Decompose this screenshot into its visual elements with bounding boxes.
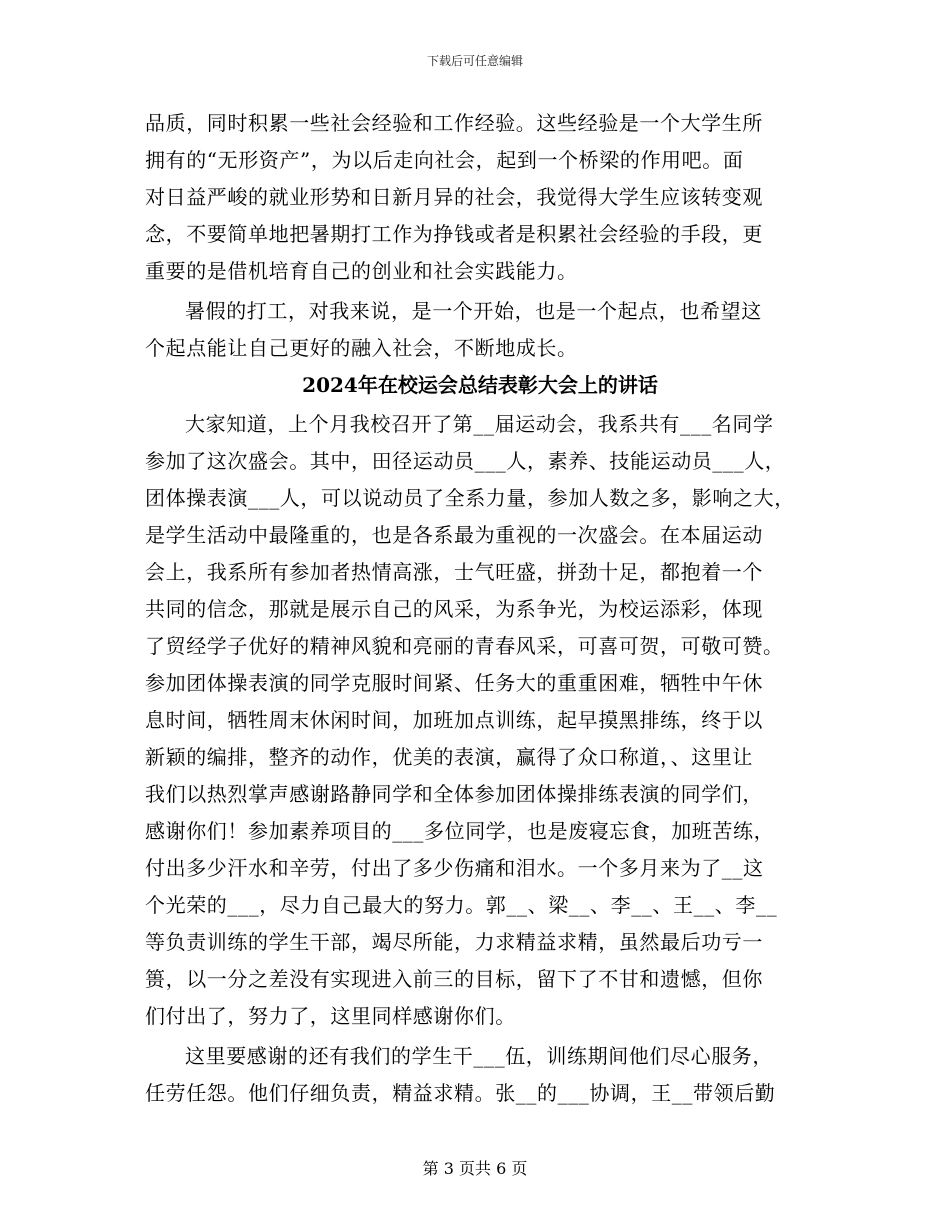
text-line: 个起点能让自己更好的融入社会，不断地成长。 <box>145 336 578 360</box>
text-line: 篑，以一分之差没有实现进入前三的目标，留下了不甘和遗憾，但你 <box>145 967 763 991</box>
page-number: 第 3 页共 6 页 <box>422 1159 528 1178</box>
text-line: 品质，同时积累一些社会经验和工作经验。这些经验是一个大学生所 <box>145 111 763 135</box>
text-line: 息时间，牺牲周末休闲时间，加班加点训练，起早摸黑排练，终于以 <box>145 708 763 732</box>
text-line: 新颖的编排，整齐的动作，优美的表演，赢得了众口称道，、这里让 <box>145 745 753 769</box>
text-line: 念，不要简单地把暑期打工作为挣钱或者是积累社会经验的手段，更 <box>145 222 763 246</box>
text-line: 个光荣的___，尽力自己最大的努力。郭__、梁__、李__、王__、李__ <box>145 893 778 917</box>
text-line: 是学生活动中最隆重的，也是各系最为重视的一次盛会。在本届运动 <box>145 523 763 547</box>
text-line: 重要的是借机培育自己的创业和社会实践能力。 <box>145 259 578 283</box>
text-line: 等负责训练的学生干部，竭尽所能，力求精益求精，虽然最后功亏一 <box>145 930 763 954</box>
text-line: 参加了这次盛会。其中，田径运动员___人，素养、技能运动员___人， <box>145 449 786 473</box>
text-line: 拥有的“无形资产”，为以后走向社会，起到一个桥梁的作用吧。面 <box>145 148 744 172</box>
text-line: 对日益严峻的就业形势和日新月异的社会，我觉得大学生应该转变观 <box>145 185 763 209</box>
section-title: 2024年在校运会总结表彰大会上的讲话 <box>302 373 658 397</box>
text-line: 共同的信念，那就是展示自己的风采，为系争光，为校运添彩，体现 <box>145 597 763 621</box>
text-line: 暑假的打工，对我来说，是一个开始，也是一个起点，也希望这 <box>185 299 762 323</box>
text-line: 大家知道，上个月我校召开了第__届运动会，我系共有___名同学 <box>185 412 774 436</box>
text-line: 感谢你们！参加素养项目的___多位同学，也是废寝忘食，加班苦练， <box>145 819 775 843</box>
text-line: 会上，我系所有参加者热情高涨，士气旺盛，拼劲十足，都抱着一个 <box>145 560 763 584</box>
text-line: 了贸经学子优好的精神风貌和亮丽的青春风采，可喜可贺，可敬可赞。 <box>145 634 784 658</box>
text-line: 团体操表演___人，可以说动员了全系力量，参加人数之多，影响之大， <box>145 486 795 510</box>
text-line: 付出多少汗水和辛劳，付出了多少伤痛和泪水。一个多月来为了__这 <box>145 856 764 880</box>
text-line: 参加团体操表演的同学克服时间紧、任务大的重重困难，牺牲中午休 <box>145 671 763 695</box>
text-line: 们付出了，努力了，这里同样感谢你们。 <box>145 1004 516 1028</box>
text-line: 这里要感谢的还有我们的学生干___伍，训练期间他们尽心服务， <box>185 1044 773 1068</box>
text-line: 我们以热烈掌声感谢路静同学和全体参加团体操排练表演的同学们， <box>145 782 763 806</box>
page-header: 下载后可任意编辑 <box>426 54 523 68</box>
text-line: 任劳任怨。他们仔细负责，精益求精。张__的___协调，王__带领后勤 <box>145 1081 776 1105</box>
